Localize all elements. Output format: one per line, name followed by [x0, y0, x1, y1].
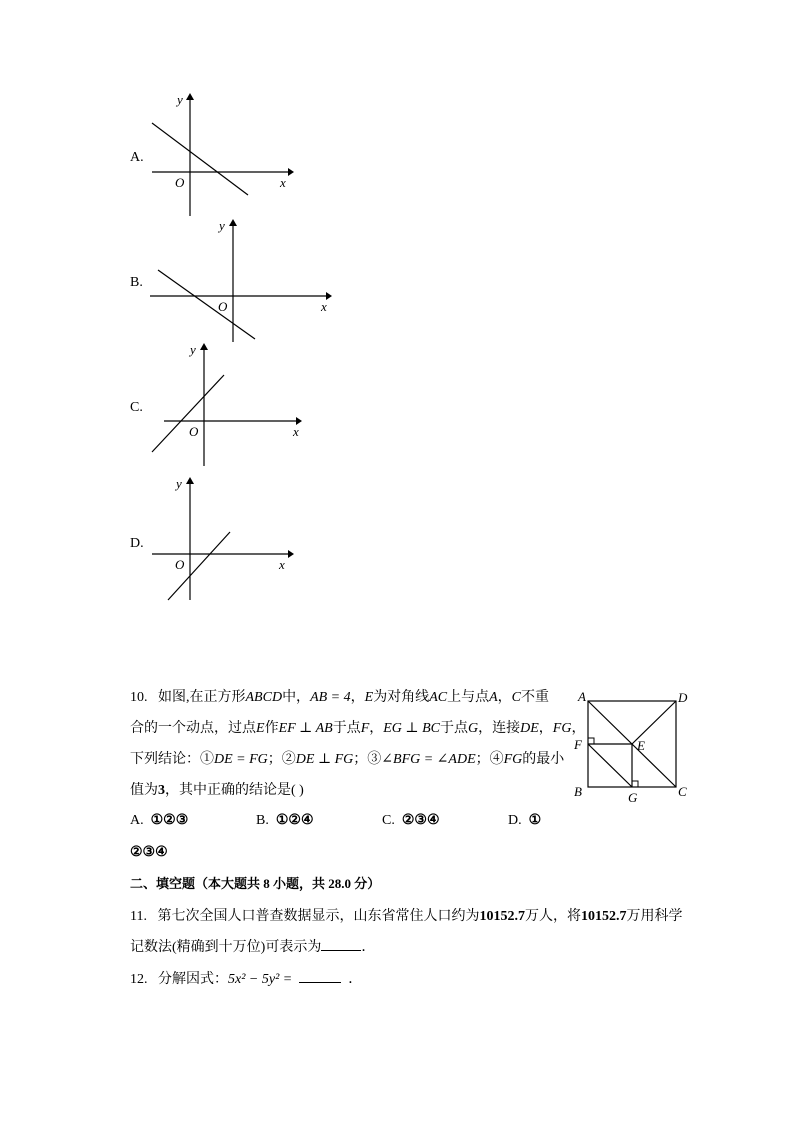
label-a: A [578, 689, 586, 704]
option-a-label: A. [130, 150, 144, 165]
q10-math: G [467, 721, 479, 736]
q10-math: 3 [158, 783, 165, 798]
q11-text: 万用科学 [626, 909, 683, 924]
q10-math: DE ⊥ FG [295, 752, 354, 767]
label-d: D [678, 690, 688, 705]
q11-text: 万人，将 [524, 909, 581, 924]
y-axis-label: y [176, 476, 182, 491]
q10-option-d[interactable] [508, 812, 541, 829]
q10-math: E [256, 721, 265, 736]
option-d-label: D. [130, 536, 144, 551]
q10-text: 作 [264, 721, 279, 736]
q10-math: ABCD [245, 690, 283, 705]
label-b: B [574, 784, 582, 799]
y-axis-label: y [219, 218, 225, 233]
x-axis-label: x [321, 299, 327, 314]
label-f: F [574, 737, 582, 752]
option-label: D. [508, 813, 522, 828]
q10-text: ， [538, 721, 553, 736]
right-angle-mark-g [632, 781, 638, 787]
segment-fg [588, 744, 632, 787]
q10-line-2 [130, 717, 585, 737]
q10-line-4 [130, 779, 304, 799]
q10-text: ，连接 [478, 721, 521, 736]
q10-math: C [511, 690, 521, 705]
q10-text: ；② [267, 752, 296, 767]
label-g: G [628, 790, 638, 805]
y-axis-arrow [186, 477, 194, 484]
q10-option-c[interactable] [382, 812, 440, 829]
graph-line [158, 270, 255, 339]
q10-math: FG [552, 721, 572, 736]
option-b-label: B. [130, 275, 143, 290]
q11-number-value: 10152.7 [580, 909, 627, 924]
q10-text: 于点 [439, 721, 468, 736]
q12-number: 12. [130, 972, 148, 987]
option-value: ②③④ [401, 813, 440, 828]
q10-text: ；④ [475, 752, 504, 767]
q10-option-b[interactable] [256, 812, 314, 829]
q10-math: FG [503, 752, 523, 767]
q10-text: ， [350, 690, 365, 705]
y-axis-arrow [229, 219, 237, 226]
q10-math: A [489, 690, 498, 705]
option-value: ①②③ [150, 813, 189, 828]
x-axis-arrow [326, 292, 332, 300]
q11-text: 第七次全国人口普查数据显示，山东省常住人口约为 [157, 909, 480, 924]
q10-math: ∠BFG = ∠ADE [381, 752, 476, 767]
x-axis-arrow [288, 550, 294, 558]
x-axis-label: x [279, 557, 285, 572]
option-c-graph [140, 338, 310, 473]
y-axis-arrow [186, 93, 194, 100]
q10-math: DE [520, 721, 539, 736]
q10-math: E [364, 690, 374, 705]
option-value: ①②④ [275, 813, 314, 828]
option-label: C. [382, 813, 395, 828]
q11-line-2 [130, 936, 375, 956]
q11-line-1 [130, 905, 682, 925]
x-axis-label: x [280, 175, 286, 190]
y-axis-label: y [190, 342, 196, 357]
q10-number: 10. [130, 690, 148, 705]
q12-text: 分解因式： [158, 972, 228, 987]
q10-text: 下列结论：① [130, 752, 214, 767]
q10-text: 上与点 [447, 690, 490, 705]
option-label: A. [130, 813, 144, 828]
q10-text: 不重 [520, 690, 549, 705]
q12-text: ． [348, 972, 363, 987]
option-value: ① [528, 813, 542, 828]
option-a-graph [140, 88, 300, 223]
origin-label: O [175, 557, 185, 572]
x-axis-arrow [288, 168, 294, 176]
q10-text: 的最小 [522, 752, 565, 767]
q11-text: 记数法(精确到十万位)可表示为 [130, 940, 322, 955]
q10-line-1 [130, 686, 549, 706]
option-d-graph [140, 472, 300, 607]
q10-text: 为对角线 [373, 690, 430, 705]
x-axis-label: x [293, 424, 299, 439]
q10-text: 如图,在正方形 [158, 690, 246, 705]
graph-line [152, 375, 224, 452]
q10-option-a[interactable] [130, 812, 188, 829]
q11-text: ． [361, 940, 376, 955]
q10-text: 于点 [332, 721, 361, 736]
q11-answer-blank[interactable] [321, 938, 361, 951]
q10-text: 合的一个动点，过点 [130, 721, 256, 736]
q10-text: 值为 [130, 783, 158, 798]
q11-number: 11. [130, 909, 147, 924]
y-axis-label: y [177, 92, 183, 107]
q10-text: ；③ [353, 752, 382, 767]
right-angle-mark-f [588, 738, 594, 744]
q10-line-3 [130, 748, 564, 768]
q10-text: 中， [282, 690, 311, 705]
option-label: B. [256, 813, 269, 828]
q10-option-d-continued: ②③④ [130, 845, 168, 860]
q10-math: F [360, 721, 370, 736]
q10-math: EF ⊥ AB [278, 721, 333, 736]
q10-text: ， [571, 721, 586, 736]
origin-label: O [175, 175, 185, 190]
origin-label: O [218, 299, 228, 314]
section-2-title: 二、填空题（本大题共 8 小题，共 28.0 分） [130, 876, 381, 891]
option-c-label: C. [130, 400, 143, 415]
q11-number-value: 10152.7 [479, 909, 525, 924]
q12-expression: 5x² − 5y² = [228, 972, 293, 987]
label-e: E [637, 738, 645, 753]
origin-label: O [189, 424, 199, 439]
label-c: C [678, 784, 687, 799]
q10-math: DE = FG [214, 752, 268, 767]
option-b-graph [140, 212, 340, 347]
q12-line [130, 968, 362, 988]
q10-text: ，其中正确的结论是( ) [165, 783, 304, 798]
graph-line [152, 123, 248, 195]
q12-answer-blank[interactable] [299, 970, 341, 983]
q10-square-figure [568, 686, 696, 808]
q10-math: EG ⊥ BC [383, 721, 440, 736]
q10-math: AB = 4 [310, 690, 351, 705]
y-axis-arrow [200, 343, 208, 350]
q10-math: AC [429, 690, 448, 705]
q10-text: ， [497, 690, 512, 705]
q10-text: ， [369, 721, 384, 736]
